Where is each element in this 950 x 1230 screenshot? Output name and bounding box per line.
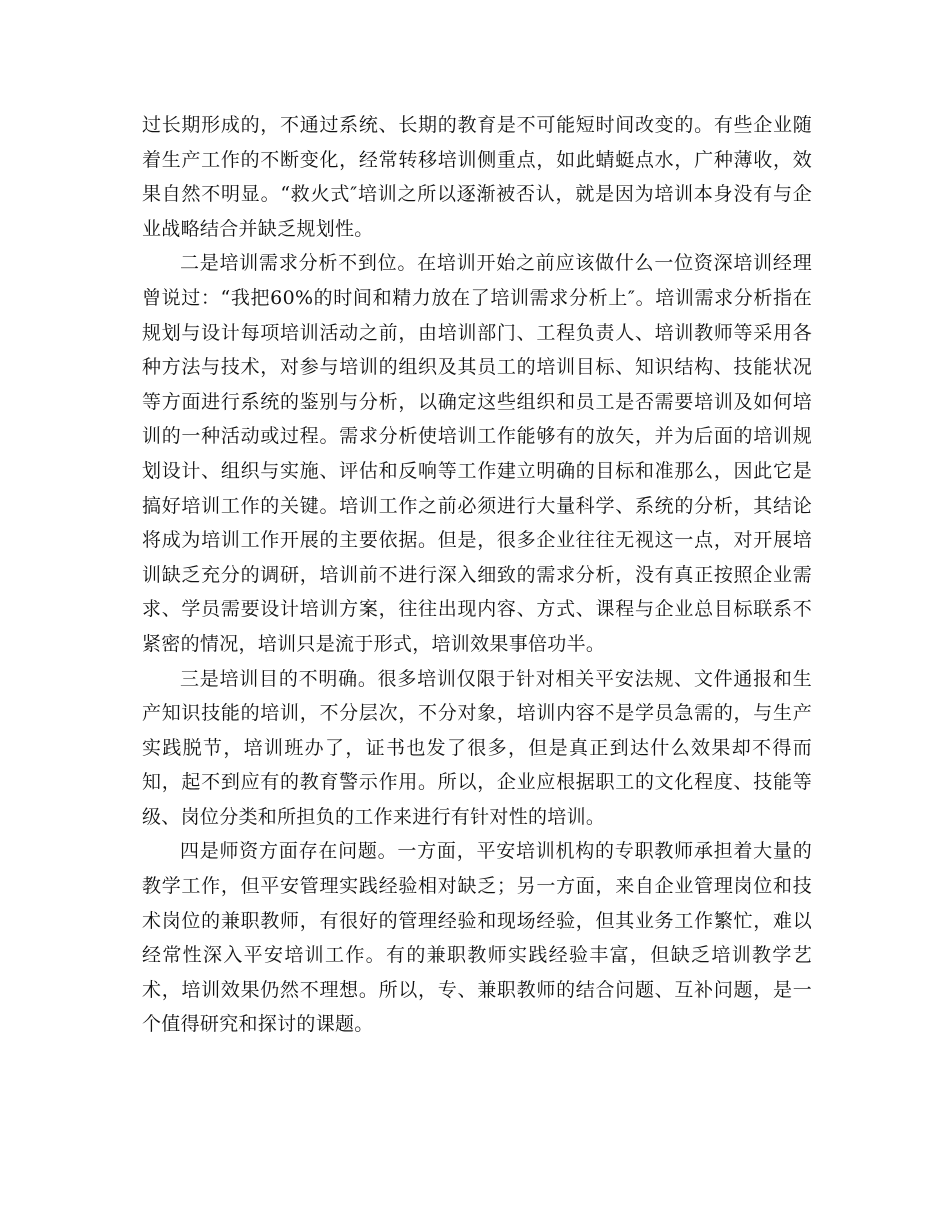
paragraph-continuation: 过长期形成的，不通过系统、长期的教育是不可能短时间改变的。有些企业随着生产工作的不断变化，经常转移培训侧重点，如此蜻蜓点水，广种薄收，效果自然不明显。“救火式″培训之所以逐渐被否认，就是因为培训本身没有与企业战略结合并缺乏规划性。 bbox=[142, 114, 812, 240]
paragraph-training-goals: 三是培训目的不明确。很多培训仅限于针对相关平安法规、文件通报和生产知识技能的培训，不分层次，不分对象，培训内容不是学员急需的，与生产实践脱节，培训班办了，证书也发了很多，但是真正到达什么效果却不得而知，起不到应有的教育警示作用。所以，企业应根据职工的文化程度、技能等级、岗位分类和所担负的工作来进行有针对性的培训。 bbox=[142, 667, 812, 828]
paragraph-training-needs: 二是培训需求分析不到位。在培训开始之前应该做什么一位资深培训经理曾说过：“我把60%的时间和精力放在了培训需求分析上″。培训需求分析指在规划与设计每项培训活动之前，由培训部门、工程负责人、培训教师等采用各种方法与技术，对参与培训的组织及其员工的培训目标、知识结构、技能状况等方面进行系统的鉴别与分析，以确定这些组织和员工是否需要培训及如何培训的一种活动或过程。需求分析使培训工作能够有的放矢，并为后面的培训规划设计、组织与实施、评估和反响等工作建立明确的目标和准那么，因此它是搞好培训工作的关键。培训工作之前必须进行大量科学、系统的分析，其结论将成为培训工作开展的主要依据。但是，很多企业往往无视这一点，对开展培训缺乏充分的调研，培训前不进行深入细致的需求分析，没有真正按照企业需求、学员需要设计培训方案，往往出现内容、方式、课程与企业总目标联系不紧密的情况，培训只是流于形式，培训效果事倍功半。 bbox=[142, 252, 812, 655]
paragraph-teachers: 四是师资方面存在问题。一方面，平安培训机构的专职教师承担着大量的教学工作，但平安管理实践经验相对缺乏；另一方面，来自企业管理岗位和技术岗位的兼职教师，有很好的管理经验和现场经验，但其业务工作繁忙，难以经常性深入平安培训工作。有的兼职教师实践经验丰富，但缺乏培训教学艺术，培训效果仍然不理想。所以，专、兼职教师的结合问题、互补问题，是一个值得研究和探讨的课题。 bbox=[142, 840, 812, 1036]
body-text bbox=[142, 108, 812, 1042]
